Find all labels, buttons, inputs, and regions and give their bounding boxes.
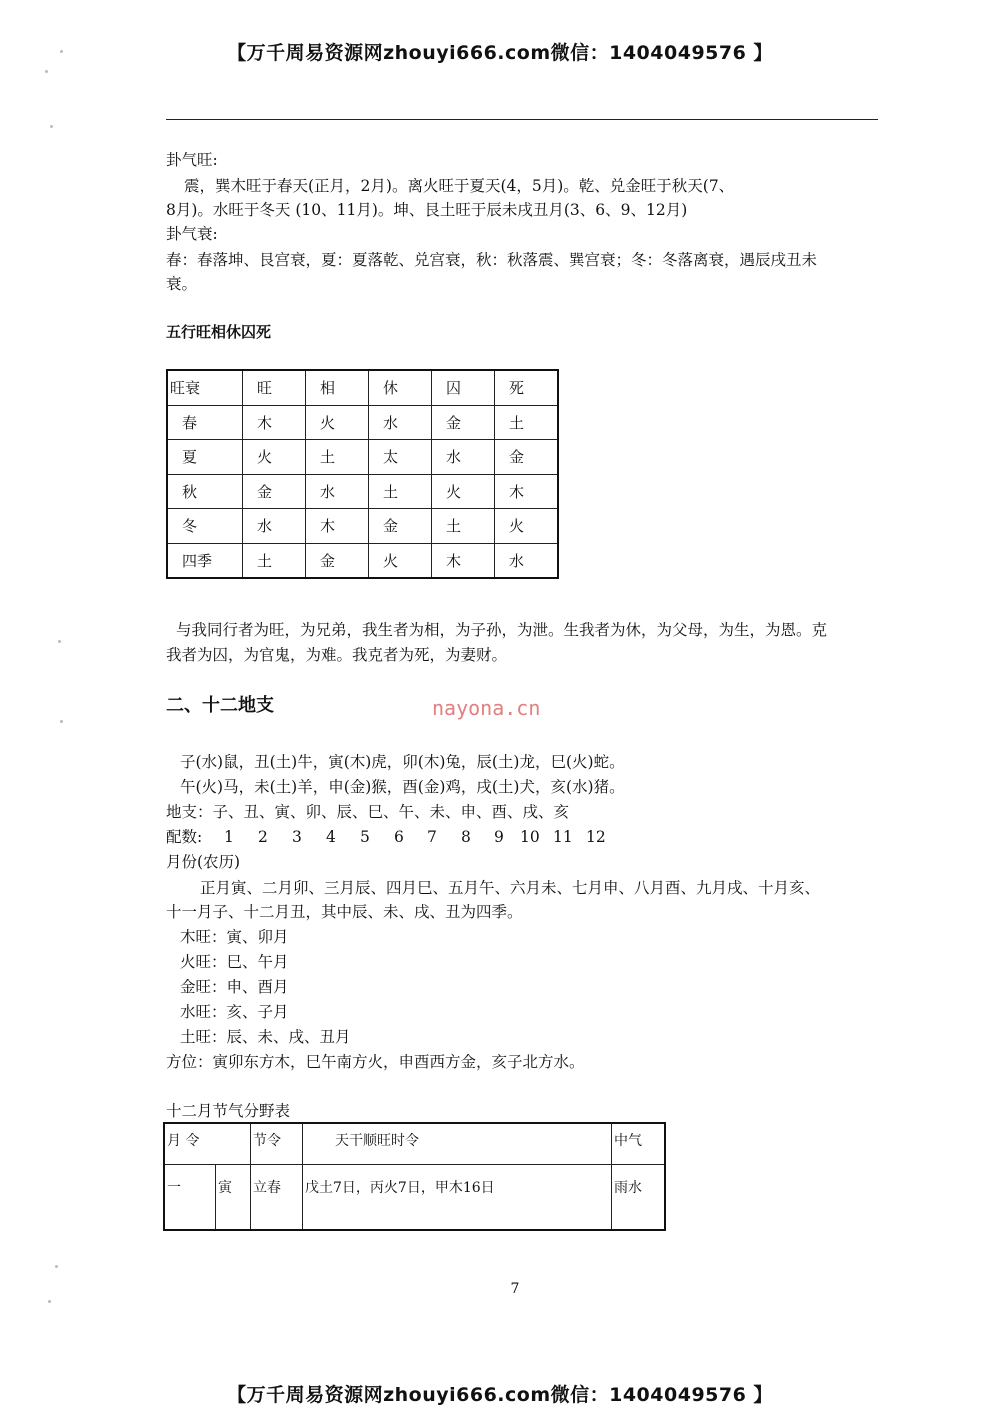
guaqi-shuai-title: 卦气衰: [166,225,218,243]
table-header-cell: 相 [306,370,369,405]
zodiac-line1: 子(水)鼠，丑(土)牛，寅(木)虎，卯(木)兔，辰(土)龙，巳(火)蛇。 [180,753,625,771]
table-header-row [164,1123,665,1165]
table-cell: 金 [369,509,432,544]
table-cell: 木 [495,474,559,509]
scan-speck [60,720,63,723]
table-header-cell: 死 [495,370,559,405]
table-cell: 火 [243,440,306,475]
table-header-cell: 节令 [251,1123,303,1165]
table-cell: 冬 [167,509,243,544]
footer-banner: 【万千周易资源网zhouyi666.com微信：1404049576 】 [227,1384,773,1406]
peishu-value: 4 [326,828,336,846]
peishu-value: 1 [224,828,234,846]
table-cell: 寅 [216,1165,251,1231]
peishu-value: 10 [520,828,540,846]
peishu-value: 8 [461,828,471,846]
dizhi-line: 地支：子、丑、寅、卯、辰、巳、午、未、申、酉、戌、亥 [166,803,570,821]
guaqi-wang-line1: 震，巽木旺于春天(正月，2月)。离火旺于夏天(4，5月)。乾、兑金旺于秋天(7、 [184,177,735,195]
wuxing-table [166,369,559,579]
fangwei-line: 方位：寅卯东方木，巳午南方火，申酉西方金，亥子北方水。 [166,1053,585,1071]
table-cell: 土 [495,405,559,440]
table-header-cell: 囚 [432,370,495,405]
table-cell: 立春 [251,1165,303,1231]
relation-line1: 与我同行者为旺，为兄弟，我生者为相，为子孙，为泄。生我者为休，为父母，为生，为恩。克 [176,621,828,639]
table-cell: 秋 [167,474,243,509]
table-cell: 火 [306,405,369,440]
table-row [167,543,558,578]
wang-huo: 火旺：巳、午月 [180,953,289,971]
table-cell: 一 [164,1165,216,1231]
table-cell: 太 [369,440,432,475]
zodiac-line2: 午(火)马，未(土)羊，申(金)猴，酉(金)鸡，戌(土)犬，亥(水)猪。 [180,778,625,796]
table-cell: 水 [243,509,306,544]
table-cell: 春 [167,405,243,440]
table-row [164,1165,665,1231]
watermark-text: nayona.cn [432,696,541,720]
scan-speck [55,1265,58,1268]
scan-speck [60,50,63,53]
scan-speck [50,125,53,128]
table-row [167,474,558,509]
table-cell: 火 [495,509,559,544]
table-cell: 雨水 [612,1165,666,1231]
jieqi-table-title: 十二月节气分野表 [166,1102,291,1120]
table-cell: 四季 [167,543,243,578]
table-row [167,509,558,544]
month-title: 月份(农历) [166,853,241,871]
page-number: 7 [510,1281,520,1297]
table-cell: 金 [243,474,306,509]
table-header-row [167,370,558,405]
table-header-cell: 休 [369,370,432,405]
wang-tu: 土旺：辰、未、戌、丑月 [180,1028,351,1046]
table-cell: 金 [432,405,495,440]
peishu-value: 2 [258,828,268,846]
scan-speck [45,70,48,73]
wang-mu: 木旺：寅、卯月 [180,928,289,946]
peishu-label: 配数: [166,828,203,846]
wang-shui: 水旺：亥、子月 [180,1003,289,1021]
table-cell: 金 [306,543,369,578]
table-cell: 水 [306,474,369,509]
table-cell: 水 [495,543,559,578]
table-cell: 金 [495,440,559,475]
table-row [167,440,558,475]
table-header-cell: 中气 [612,1123,666,1165]
table-cell: 夏 [167,440,243,475]
header-rule [166,119,878,120]
peishu-value: 7 [427,828,437,846]
peishu-value: 5 [360,828,370,846]
table-cell: 水 [432,440,495,475]
table-cell: 土 [306,440,369,475]
month-line1: 正月寅、二月卯、三月辰、四月巳、五月午、六月未、七月申、八月酉、九月戌、十月亥、 [200,879,821,897]
scan-speck [58,640,61,643]
jieqi-table [163,1122,666,1231]
guaqi-wang-title: 卦气旺: [166,151,218,169]
table-row [167,405,558,440]
wang-jin: 金旺：申、酉月 [180,978,289,996]
peishu-value: 12 [586,828,606,846]
section-heading-dizhi: 二、十二地支 [166,695,274,716]
guaqi-shuai-line1: 春：春落坤、艮宫衰，夏：夏落乾、兑宫衰，秋：秋落震、巽宫衰；冬：冬落离衰，遇辰戌丑未 [166,251,818,269]
peishu-value: 9 [494,828,504,846]
table-cell: 火 [369,543,432,578]
wuxing-title: 五行旺相休囚死 [166,323,272,341]
table-cell: 木 [306,509,369,544]
table-header-cell: 月 令 [164,1123,251,1165]
table-cell: 水 [369,405,432,440]
table-cell: 火 [432,474,495,509]
peishu-value: 3 [292,828,302,846]
peishu-value: 11 [553,828,573,846]
month-line2: 十一月子、十二月丑，其中辰、未、戌、丑为四季。 [166,903,523,921]
header-banner: 【万千周易资源网zhouyi666.com微信：1404049576 】 [227,42,773,64]
table-header-cell: 旺衰 [167,370,243,405]
table-cell: 木 [432,543,495,578]
scan-speck [48,1300,51,1303]
guaqi-wang-line2: 8月)。水旺于冬天 (10、11月)。坤、艮土旺于辰未戌丑月(3、6、9、12月) [166,201,688,219]
peishu-value: 6 [394,828,404,846]
table-cell: 土 [243,543,306,578]
table-cell: 戊土7日，丙火7日，甲木16日 [303,1165,612,1231]
table-header-cell: 天干顺旺时令 [303,1123,612,1165]
guaqi-shuai-line2: 衰。 [166,275,198,293]
table-header-cell: 旺 [243,370,306,405]
table-cell: 土 [369,474,432,509]
table-cell: 土 [432,509,495,544]
table-cell: 木 [243,405,306,440]
relation-line2: 我者为囚，为官鬼，为难。我克者为死，为妻财。 [166,646,508,664]
